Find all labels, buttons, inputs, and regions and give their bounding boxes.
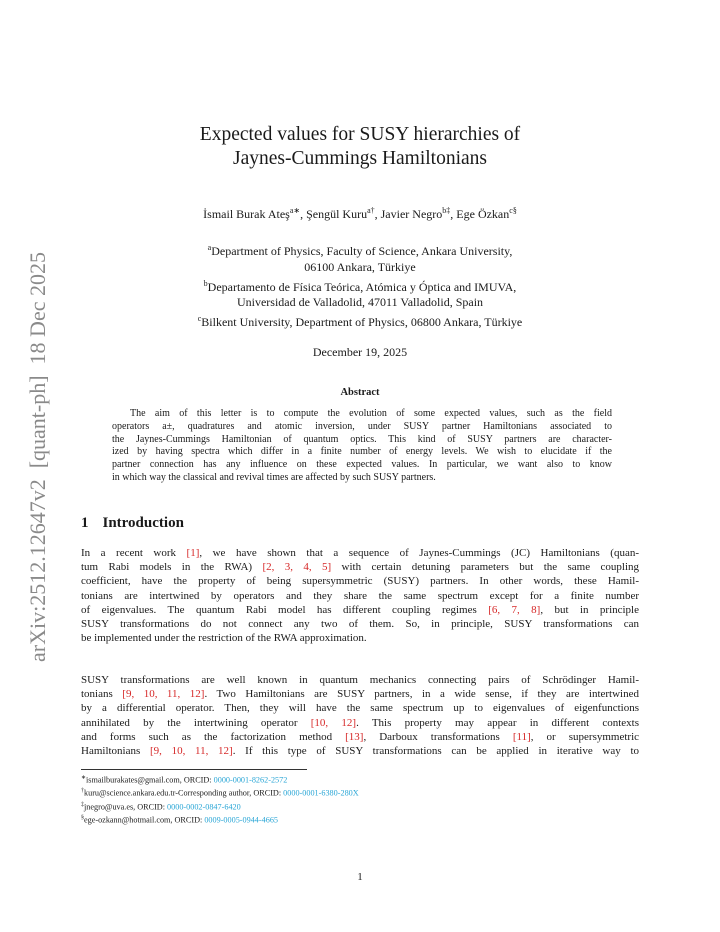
text-line <box>81 716 639 730</box>
footnote-mark: § <box>81 814 84 821</box>
text-run: SUSY transformations are well known in quantum mechanics connecting pairs of Schrödinger Hamil- <box>81 674 639 686</box>
text-run: SUSY transformations do not connect any two of them. So, in principle, SUSY transformations can <box>81 618 639 631</box>
abstract-line: the Jaynes-Cummings Hamiltonian of quantum optics. This kind of SUSY partners are character- <box>112 433 612 445</box>
orcid-link[interactable]: 0000-0002-0847-6420 <box>167 802 241 812</box>
text-run: , we have shown that a sequence of Jaynes-Cummings (JC) Hamiltonians (quan- <box>199 547 639 559</box>
footnote <box>81 813 641 826</box>
citation-link[interactable]: [13] <box>345 730 364 743</box>
text-line <box>81 730 639 744</box>
text-line <box>81 631 639 645</box>
section-number: 1 <box>81 515 89 531</box>
footnote <box>81 786 641 799</box>
page-number: 1 <box>357 871 363 883</box>
text-run: tonians <box>81 688 123 701</box>
text-run: tum Rabi models in the RWA) <box>81 561 263 574</box>
affiliation-text: Bilkent University, Department of Physics, 06800 Ankara, Türkiye <box>201 315 523 330</box>
footnote-rule <box>81 769 307 770</box>
footnote-mark: ‡ <box>81 801 84 808</box>
footnotes <box>81 773 641 826</box>
text-run: , but in principle <box>540 603 639 616</box>
abstract-line: partner connection has any influence on these expected values. In particular, we want also to know <box>112 459 612 471</box>
affiliation-line <box>80 276 640 296</box>
citation-link[interactable]: [9, 10, 11, 12] <box>122 688 205 701</box>
paragraph-1 <box>81 546 639 645</box>
author-name: Şengül Kuru <box>306 207 368 221</box>
text-run: coefficient, have the property of being supersymmetric (SUSY) partners. In other words, these Hamil- <box>81 575 639 588</box>
footnote <box>81 773 641 786</box>
text-run: of eigenvalues. The quantum Rabi model has different coupling regimes <box>81 603 489 616</box>
orcid-link[interactable]: 0000-0001-8262-2572 <box>213 775 288 785</box>
affiliation-line <box>80 240 640 260</box>
abstract-line: ized by having spectra which differ in a finite number of energy levels. We wish to elucidate if the <box>112 446 612 458</box>
footnote-mark: † <box>81 788 84 795</box>
affiliation-mark: a <box>207 243 212 252</box>
affiliation-text: Department of Physics, Faculty of Science, Ankara University, <box>211 244 513 258</box>
author-separator: , <box>300 207 307 221</box>
affiliation-line: Universidad de Valladolid, 47011 Valladolid, Spain <box>236 295 484 310</box>
text-line <box>81 701 639 715</box>
text-line <box>81 546 639 560</box>
citation-link[interactable]: [10, 12] <box>310 716 357 729</box>
footnote-mark: ∗ <box>81 775 87 781</box>
orcid-link[interactable]: 0009-0005-0944-4665 <box>204 815 279 825</box>
text-line <box>81 603 639 617</box>
text-run: . This property may appear in different contexts <box>356 716 640 729</box>
text-line <box>81 687 639 701</box>
abstract-line: The aim of this letter is to compute the evolution of some expected values, such as the field <box>130 408 612 419</box>
footnote <box>81 800 641 813</box>
orcid-link[interactable]: 0000-0001-6380-280X <box>283 789 359 799</box>
text-line <box>81 574 639 588</box>
text-line <box>81 589 639 603</box>
citation-link[interactable]: [11] <box>512 730 531 743</box>
text-run: , or supersymmetric <box>530 730 640 743</box>
footnote-text: ege-ozkann@hotmail.com, ORCID: <box>84 815 205 825</box>
arxiv-stamp <box>14 244 58 664</box>
affiliation-mark: b <box>203 278 208 288</box>
author-separator: , <box>450 207 457 221</box>
paper-title <box>100 123 620 171</box>
title-line: Expected values for SUSY hierarchies of <box>199 124 521 145</box>
author-list <box>80 206 640 222</box>
author-mark: a∗ <box>289 206 301 215</box>
arxiv-id: arXiv:2512.12647v2 [quant-ph] 18 Dec 2025 <box>25 252 50 662</box>
section-heading <box>81 515 184 532</box>
footnote-text: ismailburakates@gmail.com, ORCID: <box>86 775 214 785</box>
text-run: tonians are intertwined by operators and they share the same spectrum except for a finite number <box>81 589 639 602</box>
author-name: Ege Özkan <box>456 207 510 221</box>
footnote-text: jnegro@uva.es, ORCID: <box>84 802 168 812</box>
citation-link[interactable]: [1] <box>186 547 200 559</box>
affiliation-line: 06100 Ankara, Türkiye <box>304 259 416 274</box>
citation-link[interactable]: [2, 3, 4, 5] <box>262 561 332 574</box>
text-run: annihilated by the intertwining operator <box>81 716 311 729</box>
section-title: Introduction <box>102 515 184 531</box>
author-separator: , <box>374 207 381 221</box>
paper-date: December 19, 2025 <box>312 345 408 359</box>
text-line <box>81 744 639 758</box>
text-run: and forms such as the factorization method <box>81 730 346 743</box>
abstract-line: in which way the classical and revival times are affected by such SUSY partners. <box>112 471 436 483</box>
text-run: . Two Hamiltonians are SUSY partners, in a wide sense, if they are intertwined <box>204 688 639 701</box>
text-run: , Darboux transformations <box>363 730 513 743</box>
affiliations <box>80 240 640 331</box>
abstract-heading: Abstract <box>340 387 380 398</box>
abstract-line: operators a±, quadratures and atomic inversion, under SUSY partner Hamiltonians associated to <box>112 420 612 432</box>
author-mark: a† <box>367 206 375 215</box>
author-name: İsmail Burak Ateş <box>203 207 290 221</box>
text-run: be implemented under the restriction of the RWA approximation. <box>81 632 367 645</box>
author-mark: b‡ <box>442 206 451 215</box>
text-run: with certain detuning parameters but the same coupling <box>331 561 639 574</box>
title-line: Jaynes-Cummings Hamiltonians <box>232 148 488 169</box>
author-mark: c§ <box>509 206 517 215</box>
text-line <box>81 617 639 631</box>
abstract-body <box>112 408 612 485</box>
footnote-text: kuru@science.ankara.edu.tr-Corresponding author, ORCID: <box>84 789 284 799</box>
affiliation-line <box>80 311 640 331</box>
author-name: Javier Negro <box>380 207 443 221</box>
text-run: Hamiltonians <box>81 745 150 758</box>
citation-link[interactable]: [9, 10, 11, 12] <box>149 745 233 758</box>
affiliation-text: Departamento de Física Teórica, Atómica y Óptica and IMUVA, <box>207 279 517 294</box>
text-run: In a recent work <box>81 547 187 559</box>
text-run: by a differential operator. Then, they will have the same spectrum up to eigenvalues of eigenfunctions <box>81 702 639 715</box>
affiliation-mark: c <box>197 314 202 324</box>
text-line <box>81 673 639 687</box>
paragraph-2 <box>81 673 639 758</box>
text-line <box>81 560 639 574</box>
citation-link[interactable]: [6, 7, 8] <box>488 603 541 616</box>
text-run: . If this type of SUSY transformations can be applied in iterative way to <box>232 745 640 758</box>
